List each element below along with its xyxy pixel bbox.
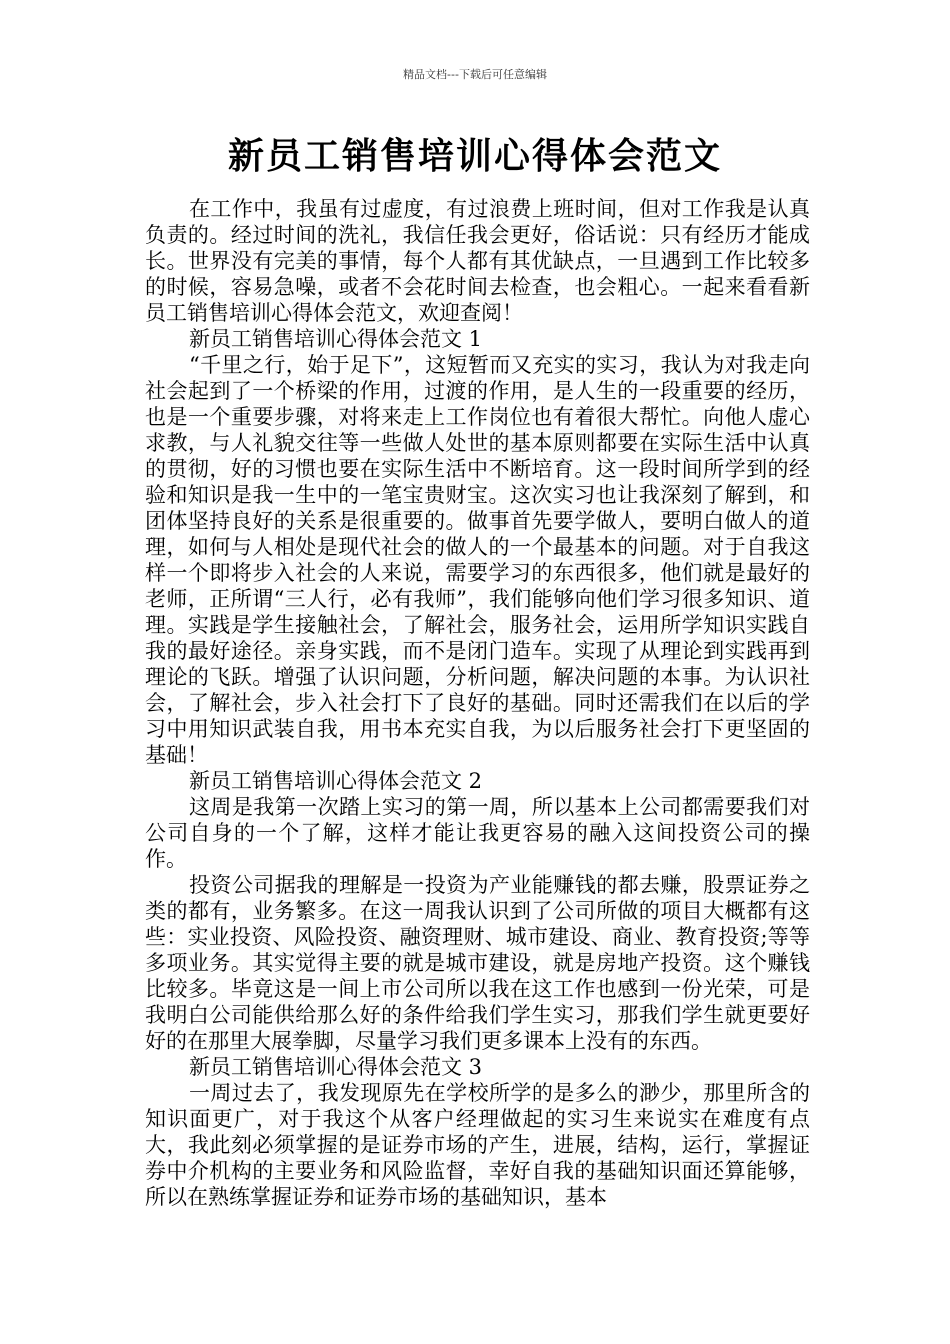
- document-body: [145, 196, 810, 1210]
- header-note: 精品文档---下载后可任意编辑: [403, 68, 547, 81]
- section-heading-1: 新员工销售培训心得体会范文 1: [189, 327, 483, 351]
- section-3-paragraph: 一周过去了，我发现原先在学校所学的是多么的渺少，那里所含的知识面更广，对于我这个从客户经理做起的实习生来说实在难度有点大，我此刻必须掌握的是证券市场的产生，进展，结构，运行，掌握证券中介机构的主要业务和风险监督，幸好自我的基础知识面还算能够，所以在熟练掌握证券和证券市场的基础知识，基本: [145, 1081, 810, 1209]
- section-1-paragraph: “千里之行，始于足下”，这短暂而又充实的实习，我认为对我走向社会起到了一个桥梁的作用，过渡的作用，是人生的一段重要的经历，也是一个重要步骤，对将来走上工作岗位也有着很大帮忙。向他人虚心求教，与人礼貌交往等一些做人处世的基本原则都要在实际生活中认真的贯彻，好的习惯也要在实际生活中不断培育。这一段时间所学到的经验和知识是我一生中的一笔宝贵财宝。这次实习也让我深刻了解到，和团体坚持良好的关系是很重要的。做事首先要学做人，要明白做人的道理，如何与人相处是现代社会的做人的一个最基本的问题。对于自我这样一个即将步入社会的人来说，需要学习的东西很多，他们就是最好的老师，正所谓“三人行，必有我师”，我们能够向他们学习很多知识、道理。实践是学生接触社会，了解社会，服务社会，运用所学知识实践自我的最好途径。亲身实践，而不是闭门造车。实现了从理论到实践再到理论的飞跃。增强了认识问题，分析问题，解决问题的本事。为认识社会，了解社会，步入社会打下了良好的基础。同时还需我们在以后的学习中用知识武装自我，用书本充实自我，为以后服务社会打下更坚固的基础！: [145, 353, 810, 767]
- intro-paragraph: 在工作中，我虽有过虚度，有过浪费上班时间，但对工作我是认真负责的。经过时间的洗礼，我信任我会更好，俗话说：只有经历才能成长。世界没有完美的事情，每个人都有其优缺点，一旦遇到工作比较多的时候，容易急噪，或者不会花时间去检查，也会粗心。一起来看看新员工销售培训心得体会范文，欢迎查阅！: [145, 197, 810, 325]
- document-title: 新员工销售培训心得体会范文: [227, 136, 722, 177]
- section-heading-2: 新员工销售培训心得体会范文 2: [189, 769, 483, 793]
- section-2-paragraph-2: 投资公司据我的理解是一投资为产业能赚钱的都去赚，股票证券之类的都有，业务繁多。在这一周我认识到了公司所做的项目大概都有这些：实业投资、风险投资、融资理财、城市建设、商业、教育投资;等等多项业务。其实觉得主要的就是城市建设，就是房地产投资。这个赚钱比较多。毕竟这是一间上市公司所以我在这工作也感到一份光荣，可是我明白公司能供给那么好的条件给我们学生实习，那我们学生就更要好好的在那里大展拳脚，尽量学习我们更多课本上没有的东西。: [145, 873, 810, 1053]
- section-heading-3: 新员工销售培训心得体会范文 3: [189, 1055, 483, 1079]
- section-2-paragraph-1: 这周是我第一次踏上实习的第一周，所以基本上公司都需要我们对公司自身的一个了解，这样才能让我更容易的融入这间投资公司的操作。: [145, 795, 810, 871]
